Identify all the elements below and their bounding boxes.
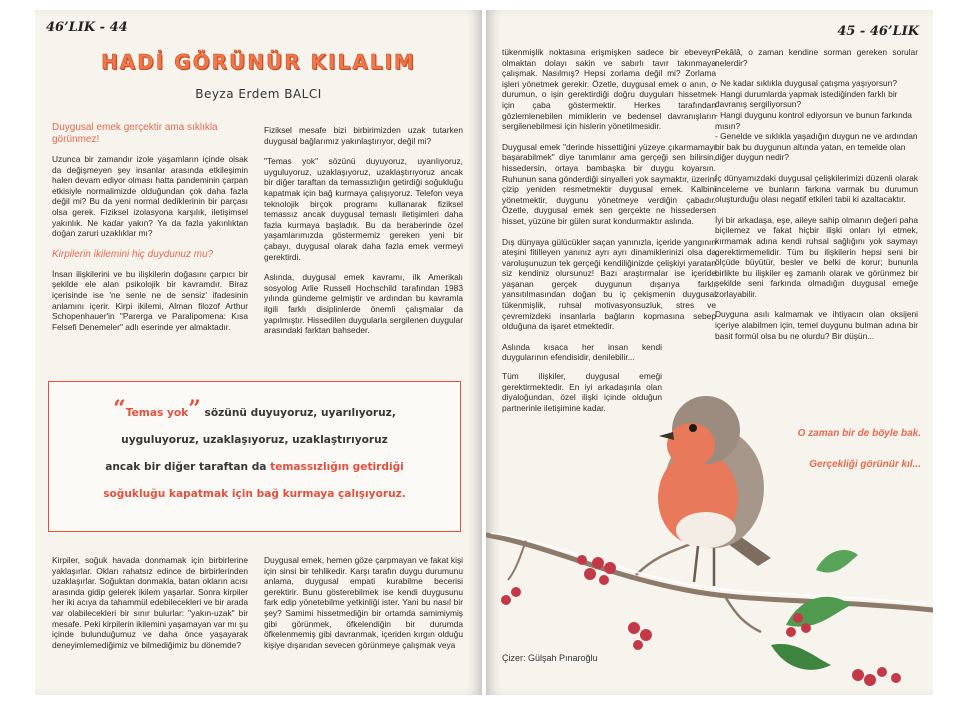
illustrator-caption: Çizer: Gülşah Pınaroğlu [502, 653, 598, 663]
subheading-emotional-labor: Duygusal emek gerçektir ama sıklıkla görünmez! [52, 122, 218, 145]
left-column-1-top [52, 122, 248, 332]
paragraph: Tüm ilişkiler, duygusal emeği gerektirmektedir. En iyi arkadaşınla olan diyaloğundan, özel ilişki içinde olduğun partnerinle iletişimine kadar. [502, 371, 662, 413]
holly-leaf [816, 550, 858, 572]
paragraph: Duyguna asılı kalmamak ve ihtiyacın olan oksijeni içeriye alabilmen için, temel duygunu bulman adına bir basit formül olsa bu ne olurdu? Bir düşün... [715, 309, 918, 341]
paragraph: İç dünyamızdaki duygusal çelişkilerimizi düzenli olarak inceleme ve bunların farkına varmak bu durumun oluşturduğu olası negatif etkileri tabii ki azaltacaktır. [715, 172, 918, 205]
question-list: - Ne kadar sıklıkla duygusal çatışma yaşıyorsun? - Hangi durumlarda yapmak istediğinden farklı bir davranış sergiliyorsun? - Hangi duygunu kontrol ediyorsun ve bunun farkında mısın? - Genelde ve sıklıkla yaşadığın duygun ne ve ardından bir bak bu duygunun altında yatan, en temelde olan diğer duygun nedir? [715, 78, 918, 163]
left-column-2-bottom [264, 555, 463, 650]
pull-quote [59, 396, 450, 508]
holly-leaf [771, 644, 831, 670]
pull-quote-highlight: temassızlığın getirdiği [270, 461, 404, 473]
paragraph: Aslında, duygusal emek kavramı, ilk Amerikalı sosyolog Arlie Russell Hochschild tarafından 1983 yılında gündeme gelmiştir ve ardından bu kavramla ilgili farklı disiplinlerde önemli çalışmalar da yapılmıştır. Hissedilen duygularla sergilenen duygular arasındaki farktan bahseder. [264, 272, 463, 336]
left-page [35, 10, 482, 695]
left-column-2-top [264, 125, 463, 336]
pull-quote-box [48, 381, 461, 532]
right-column-1 [502, 47, 716, 413]
pull-quote-line: sözünü duyuyoruz, uyarılıyoruz, [200, 407, 396, 419]
twig [508, 540, 526, 580]
left-page-header: 46’LIK - 44 [46, 20, 128, 35]
pull-quote-line: ancak bir diğer taraftan da [105, 461, 271, 473]
paragraph: Pekâlâ, o zaman kendine sorman gereken sorular nelerdir? [715, 47, 918, 68]
paragraph: Duygusal emek "derinde hissettiğini yüzeye çıkarmamayı başarabilmek" diye tanımlanır ama gerçeği sen bilirsin, hissedersin, ortaya bambaşka bir duygu koyarsın. Ruhunun sana gönderdiği sinyalleri yok saymaktır, üzerini çizip yeniden resmetmektir duygusal emek. Kalbini yönetmektir, duygunu yönetmeye verdiğin çabadır. Özetle, duygusal emek sen gerçekte ne hissedersen hisset, yüzüne bir gülen surat kondurmaktır aslında. [502, 141, 716, 226]
right-page-header: 45 - 46’LIK [837, 24, 919, 39]
robin-illustration [486, 370, 933, 695]
paragraph: Fiziksel mesafe bizi birbirimizden uzak tutarken duygusal bağlarımız yakınlaştırıyor, değil mi? [264, 125, 463, 146]
right-column-2 [715, 47, 918, 341]
closing-line-2: Gerçekliği görünür kıl... [809, 459, 921, 470]
robin-eye [689, 424, 697, 432]
paragraph: Dış dünyaya gülücükler saçan yanınızla, içeride yangının ateşini fitilleyen yanınız ayrı ayrı dinamiklerinizi olsa da varoluşunuzun tek gerçeği kendiliğinizde çelişkiyi yaratan siz kendiniz olursunuz! Bazı araştırmalar ise içeride yaşanan gerçek duygunun dışarıya farklı yansıtılmasından doğan bu iç çekişmenin duygusal tükenmişlik, ruhsal motivasyonsuzluk, stres ve çevremizdeki insanlarla bağların kopmasına sebep olduğuna da işaret etmektedir. [502, 236, 716, 332]
left-column-1-bottom [52, 555, 248, 650]
robin-beak [659, 432, 674, 440]
paragraph: "Temas yok" sözünü duyuyoruz, uyarılıyoruz, uyguluyoruz, uzaklaşıyoruz, uzaklaştırıyoruz ancak bir diğer taraftan da temassızlığın getirdiği soğukluğu kapatmak için bağ kurmaya çalışıyoruz. Telefon veya teknolojik birçok programı kullanarak fiziksel temassız ancak duygusal temaslı iletişimleri daha fazla kurmaya başladık. Bu da beraberinde özel yaşamlarımızda göstermemiz gereken yeni bir çabayı, duygusal olarak daha fazla emek vermeyi gerektirdi. [264, 156, 463, 262]
paragraph: İyi bir arkadaşa, eşe, aileye sahip olmanın değeri paha biçilemez ve fakat hiçbir ilişki onları iyi etmek, kırmamak adına kendi ruhsal sağlığını yok saymayı gerektirmemelidir. Tüm bu ilişkilerin hepsi seni bir ölçüde büyütür, besler ve belki de korur; bununla birlikte bu ilişkiler eş zamanlı olarak ve görünmez bir şekilde seni farkında olmadığın duygusal emeğe zorlayabilir. [715, 214, 918, 299]
article-title: HADİ GÖRÜNÜR KILALIM [101, 50, 416, 74]
paragraph: İnsan ilişkilerini ve bu ilişkilerin doğasını çarpıcı bir şekilde ele alan psikolojik bir kavramdır. Biraz içerisinde ise 'ne senle ne de sensiz' ifadesinin anlamını içerir. Kirpi ikilemi, Alman filozof Arthur Schopenhauer'in "Parerga ve Paralipomena: Kısa Felsefi Denemeler" adlı eserinde yer almaktadır. [52, 268, 248, 332]
robin-belly [676, 512, 736, 548]
closing-line-1: O zaman bir de böyle bak. [797, 428, 921, 439]
paragraph: Uzunca bir zamandır izole yaşamların içinde olsak da değişmeyen şey insanlar arasında etkileşimin halen devam ediyor olması hatta pandeminin çarpan etkisiyle normalimizde olduğundan çok daha fazla değil mi? Bu da yeni normal dediklerinin bir parçası olsa gerek. Fiziksel izolasyona karşılık, iletişimsel yakınlık. Ne kadar yakın? Ya da fazla yakınlıktan doğan zaruri uzaklıklar mı? [52, 154, 248, 239]
twig [636, 542, 696, 575]
subheading-hedgehog: Kirpilerin ikilemini hiç duydunuz mu? [52, 248, 214, 260]
quote-open-mark: “ [113, 396, 126, 422]
robin-legs [694, 546, 714, 586]
pull-quote-highlight: soğukluğu kapatmak için bağ kurmaya çalışıyoruz. [103, 488, 406, 500]
paragraph: Duygusal emek, hemen göze çarpmayan ve fakat kişi için sinsi bir tehlikedir. Karşı tarafın duygu durumunu anlama, duygusal empati kurabilme becerisi gerektirir. Bunu gösterebilmek ise kendi duygusunu fark edip yönetebilme yetkinliği ister. Yani bu nasıl bir şey? Samimi hissetmediğin bir ortamda samimiymiş gibi görünmek, öfkelendiğin bir durumda öfkelenmemiş gibi davranmak, içeriden kırgın olduğu kişiye dışarıdan sevecen görünmeye çalışmak veya [264, 555, 463, 650]
pull-quote-line: uyguluyoruz, uzaklaşıyoruz, uzaklaştırıyoruz [121, 434, 388, 446]
right-page [486, 10, 933, 695]
pull-quote-highlight: Temas yok [125, 407, 189, 419]
berries [501, 555, 901, 686]
twig [726, 598, 761, 632]
paragraph: Kirpiler, soğuk havada donmamak için birbirlerine yaklaşırlar. Okları rahatsız edince de birbirlerinden uzaklaşırlar. Soğuktan donmakla, batan okların acısı arasında gidip gelerek ikilem yaşarlar. Sonra kirpiler her iki acıya da tahammül edebilecekleri ve bir arada var olabilecekleri bir sınır bulurlar: "yakın-uzak" bir mesafe. Peki kirpilerin ikilemini yaşamayan var mı şu içinde bulunduğumuz ve daha önce yaşayarak deneyimlemediğimiz ve bilmediğimiz bu dönemde? [52, 555, 248, 650]
paragraph: tükenmişlik noktasına erişmişken sadece bir ebeveyn olmaktan dolayı sakin ve sabırlı tavır takınmaya çalışmak. Nasılmış? Hepsi zorlama değil mi? Zorlama işleri yönetmek gerekir. Özetle, duygusal emek o anın, o durumun, o işin gerektirdiği doğru duyguları hissetmek için çaba göstermektir. Herkes tarafından gözlemlenebilen mimiklerin ve bedensel davranışların sergilenebilmesi için hislerin yönetilmesidir. [502, 47, 716, 132]
paragraph: Aslında kısaca her insan kendi duygularının efendisidir, denilebilir... [502, 341, 662, 363]
quote-close-mark: ” [188, 396, 201, 422]
article-author: Beyza Erdem BALCI [195, 87, 322, 101]
